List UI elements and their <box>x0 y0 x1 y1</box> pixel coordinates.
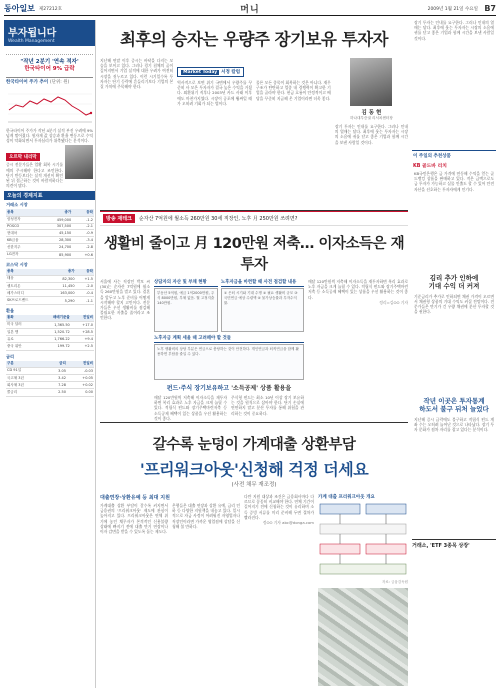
table-cell: 45,150 <box>38 229 72 236</box>
columnist-photo <box>65 145 93 179</box>
price-end-marker <box>90 112 92 114</box>
article2-col4-text: 매달 120만원씩 저축해 이자소득을 재투자하면 복리 효과로 노후 자금을 크게 늘릴 수 있다. 적립식 펀드와 장기주택마련저축 등 소득공제 혜택이 있는 상품을 우선 활용하는 것이 좋다. <box>308 279 408 300</box>
subhead-part2: '소득공제' 상품 활용을 <box>231 385 292 392</box>
table-row <box>6 336 94 343</box>
table-cell: -3.4 <box>72 237 94 244</box>
article2-col1: 서울에 사는 직장인 박모 씨(30)는 순자산 7억원에 월소득 260만원을 벌고 있다. 결혼을 앞두고 노후 준비를 어떻게 시작해야 할지 고민이다. 전문가들은 우선 생활비를 점검해 불필요한 지출을 줄이라고 조언한다. <box>100 279 150 321</box>
banknotes-photo <box>318 588 408 686</box>
article2-subhead <box>154 383 304 392</box>
table-cell: 1,520.72 <box>36 329 70 336</box>
sidebar-headline-line2: 한국타이어 9% 급락 <box>24 65 75 72</box>
table-cell: 459,000 <box>38 216 72 223</box>
table-cell: CD 91일 <box>6 367 46 374</box>
table-row <box>6 251 94 258</box>
article1-col4: 장기 투자는 인내를 요구한다. 그러나 인내의 열매는 달다. 최후에 웃는 투자자는 시장의 소음에 귀를 닫고 좋은 기업과 함께 시간을 보낸 사람일 것이다. <box>334 124 408 145</box>
table-cell: 종목 <box>6 269 47 276</box>
article3-subhead: (사전 채무 재조정) <box>231 482 277 488</box>
table-cell: 28,300 <box>38 237 72 244</box>
table-cell: +9.4 <box>71 336 94 343</box>
article1-center <box>177 58 331 210</box>
wealth-section-header <box>4 20 95 46</box>
table-cell: 매매기준율 <box>36 315 70 322</box>
table-cell: 유로 <box>6 336 36 343</box>
pre-workout-article <box>100 422 408 686</box>
box3-text: 노후 생활비의 상당 부분은 연금으로 충당하는 것이 안전하다. 개인연금과 퇴직연금을 함께 활용하면 부담을 줄일 수 있다. <box>154 344 304 380</box>
interest-rate-table <box>6 361 94 397</box>
kosdaq-table <box>6 269 94 305</box>
article2-banner-text: 순자산 7억원에 월소득 260만원 30세 직장인, 노후 月 250만원 쓰려면? <box>138 216 298 222</box>
table-cell: 5,290 <box>47 297 76 304</box>
table-row <box>6 389 94 396</box>
table-cell: 7.28 <box>46 382 67 389</box>
right-col-text-top: 장기 투자는 인내를 요구한다. 그러나 인내의 열매는 달다. 최후에 웃는 투자자는 시장의 소음에 귀를 닫고 좋은 기업과 함께 시간을 보낸 사람일 것이다. <box>414 20 494 41</box>
sidebar-headline <box>6 54 93 73</box>
article1-headline: 최후의 승자는 우량주 장기보유 투자자 <box>119 30 388 49</box>
table-cell: 일본 엔 <box>6 329 36 336</box>
table-cell: 현대차 <box>6 229 38 236</box>
right-sidebar <box>412 20 496 688</box>
right-body-2: 기준금리가 추가로 인하되면 채권 가격이 오르면서 채권형 상품의 기대 수익도 커질 전망이다. 전문가들은 만기가 긴 우량 채권에 분산 투자할 것을 권한다. <box>414 293 494 315</box>
table-cell: 셀트리온 <box>6 283 47 290</box>
table-cell: 미국 달러 <box>6 321 36 328</box>
table-row <box>6 329 94 336</box>
table-cell: 콜금리 <box>6 389 46 396</box>
article1-right <box>335 58 408 210</box>
table-header-row <box>6 209 94 216</box>
masthead <box>4 2 496 16</box>
table-cell: -0.4 <box>76 290 94 297</box>
checklist-box <box>221 279 304 332</box>
sidebar-headline-line1: "작년 2분기 '연속 적자' <box>20 59 79 65</box>
table-row <box>6 343 94 350</box>
asset-status-box <box>154 279 218 332</box>
table-cell: 85,900 <box>38 251 72 258</box>
table-row <box>6 237 94 244</box>
recommended-head: 이 주일의 추천상품 <box>412 150 496 160</box>
main-content <box>100 20 408 688</box>
newspaper-logo: 동아일보 <box>4 3 35 13</box>
updown-label: 오르막 내리막 <box>6 153 40 161</box>
table-cell: 163,000 <box>47 290 76 297</box>
table-cell: 금리 <box>46 361 67 368</box>
table-header-row <box>6 315 94 322</box>
article3-byline: 정OO 기자 abc@donga.com <box>262 520 314 526</box>
article3-headline1: 갈수록 눈덩이 가계대출 상환부담 <box>152 437 356 453</box>
section-title: 머니 <box>240 5 260 15</box>
table-row <box>6 374 94 381</box>
subhead-part1: 펀드·주식 장기보유하고 <box>166 385 230 392</box>
table2-title: 코스닥 시장 <box>6 261 28 267</box>
article2-col4 <box>308 279 408 422</box>
author-name: 김 동 현 <box>361 110 382 116</box>
right-headline-2 <box>412 397 496 414</box>
table-cell: +17.0 <box>71 321 94 328</box>
table-cell: +28.5 <box>71 329 94 336</box>
broadcast-finance-article <box>100 210 408 422</box>
right-headline-1b: 기대 수익 더 커져 <box>428 282 480 291</box>
article1-col2: 역사적으로 보면 위기 국면에서 우량주를 꾸준히 사 모은 투자자가 결국 높은 수익을 거뒀다. 외환위기 직후나 2003년 카드 사태 이후에도 마찬가지였다. 시장이 공포에 휩싸일 때가 오히려 기회가 되는 법이다. <box>177 80 252 106</box>
chart-unit: (단위: 원) <box>49 79 70 85</box>
wealth-subtitle: Wealth Management <box>8 39 55 44</box>
table-cell: 0.00 <box>67 389 94 396</box>
table-row <box>6 244 94 251</box>
table-cell: -2.8 <box>72 244 94 251</box>
article2-boxes <box>154 279 304 422</box>
table-cell: +0.05 <box>67 374 94 381</box>
table-cell: 구분 <box>6 361 46 368</box>
table-cell: 307,500 <box>38 223 72 229</box>
article3-intro: 대출연장·상환유예 등 최대 지원 <box>100 495 170 501</box>
table-cell: -1.2 <box>72 216 94 223</box>
chart-label: 한국타이어 주가 추이 <box>6 79 49 85</box>
diagram-title: 가계 대출 프리워크아웃 개요 <box>318 495 375 500</box>
table-cell: 종가 <box>47 269 76 276</box>
price-line-chart <box>6 86 94 128</box>
article1-col3: 물론 모든 종목이 회복하는 것은 아니다. 재무구조가 탄탄하고 업종 내 경쟁력이 확고한 기업을 골라야 한다. 현금 흐름이 안정적이고 배당을 꾸준히 지급해 온 기업이라면 더욱 좋다. <box>256 80 331 101</box>
retirement-plan-box <box>154 335 304 380</box>
article3-col2: 은행들은 대출 연장과 상환 유예, 금리 인하 등 다양한 지원책을 내놓고 있다. 일시적으로 자금 사정이 어려워진 자영업자나 직장인이라면 가까운 영업점에 상담을 신청해 볼 만하다. <box>172 503 240 529</box>
stock-price-chart <box>6 77 93 128</box>
article1-col1-wrap <box>100 58 173 210</box>
box1-text: 부동산 5억원, 예금 1억2000만원, 주식 8000만원, 부채 없음. 월 고정지출 140만원. <box>154 288 218 332</box>
author-title: 하나대투증권 리서치센터장 <box>350 116 393 120</box>
table-cell: -0.9 <box>72 229 94 236</box>
table-cell: +1.5 <box>76 275 94 282</box>
article2-banner <box>100 211 408 226</box>
table-cell: 3.05 <box>46 367 67 374</box>
market-today-label: Market Today <box>183 70 218 75</box>
table-cell: 전일비 <box>71 315 94 322</box>
recommended-product: KB 골드바 리치 <box>413 164 447 169</box>
market-today-sub: 서정 칼럼 <box>221 70 241 75</box>
table-cell: 82,300 <box>47 275 76 282</box>
table-cell: 11,450 <box>47 283 76 290</box>
workout-flow-diagram <box>318 500 408 580</box>
right-headline-2a: 작년 이곳은 투자통계 <box>423 396 485 405</box>
box2-text: ① 은퇴 시기와 기대 수명 ② 필요 생활비 규모 ③ 국민연금 예상 수령액 ④ 물가상승률과 투자수익률. <box>221 288 304 332</box>
article2-col2: 매달 120만원씩 저축해 이자소득을 재투자하면 복리 효과로 노후 자금을 크게 늘릴 수 있다. 적립식 펀드와 장기주택마련저축 등 소득공제 혜택이 있는 상품을 우선 활용하는 것이 좋다. <box>154 395 227 421</box>
table-row <box>6 382 94 389</box>
table-cell: 신한지주 <box>6 244 38 251</box>
article2-tag: 방송 재테크 <box>103 214 135 223</box>
article3-text <box>100 494 240 686</box>
article3-diagram <box>318 494 408 686</box>
table-header-row <box>6 269 94 276</box>
table-cell: 종가 <box>38 209 72 216</box>
table-cell: 등락 <box>72 209 94 216</box>
table-row <box>6 321 94 328</box>
article3-col3-text: 다만 지원 대상과 조건은 금융회사마다 다르므로 꼼꼼히 비교해야 한다. 연체 기간이 길어지기 전에 신청하는 것이 유리하며 소득 증빙 서류를 미리 준비해 두면 절차가 빨라진다. <box>244 494 314 520</box>
right-headline-1 <box>412 274 496 291</box>
right-top-placeholder <box>412 20 496 150</box>
table1-title: 거래소 시장 <box>6 202 28 208</box>
table-row <box>6 275 94 282</box>
table-cell: +2.5 <box>71 343 94 350</box>
recommended-body: KB국민은행은 금 가격에 연동해 수익을 얻는 골드뱅킹 상품을 판매하고 있다. 적은 금액으로도 금 투자가 가능하고 실물 인출도 할 수 있어 안전자산을 선호하는 투자자에게 인기다. <box>414 171 494 192</box>
table-cell: 1,766.22 <box>36 336 70 343</box>
table-row <box>6 229 94 236</box>
table4-title: 금리 <box>6 353 15 359</box>
sidebar-body-1: 한국타이어 주가가 작년 4분기 실적 부진 우려에 9% 넘게 떨어졌다. 원자재 값 상승과 환율 변동으로 수익성이 악화되면서 투자심리가 위축됐다는 분석이다. <box>6 127 93 144</box>
box2-title: 노후자금을 마련할 때 사전 점검할 내용 <box>221 279 304 287</box>
article3-headline2: '프리워크아웃'신청해 걱정 더세요 <box>139 460 369 479</box>
table-cell: 종목 <box>6 209 38 216</box>
table-cell: KB금융 <box>6 237 38 244</box>
market-column-article <box>100 20 408 210</box>
right-footer-headline: 거래소, 'ETF 3종목 상장' <box>412 539 496 549</box>
table-row <box>6 283 94 290</box>
table-cell: 등락 <box>76 269 94 276</box>
author-photo <box>350 58 392 106</box>
table-cell: 1,365.50 <box>36 321 70 328</box>
table-cell: -1.1 <box>76 297 94 304</box>
right-headline-1a: 김리 추가 인하에 <box>429 274 479 282</box>
table-row <box>6 290 94 297</box>
table-cell: POSCO <box>6 223 38 229</box>
table-cell: +0.6 <box>72 251 94 258</box>
table-cell: +0.02 <box>67 382 94 389</box>
article3-col1: 가계대출 상환 부담이 갈수록 커지면서 금융권의 '프리워크아웃' 제도에 관심이 높아지고 있다. 프리워크아웃은 연체 위기에 놓인 채무자가 본격적인 신용불량 상태에 빠지기 전에 대출 만기 연장이나 이자 감면을 받을 수 있도록 돕는 제도다. <box>100 503 168 535</box>
table-row <box>6 367 94 374</box>
right-headline-2b: 하도서 불구 뒤처 늘었다 <box>419 405 489 414</box>
diagram-source: 자료: 금융감독원 <box>382 580 408 584</box>
article1-col1: 지난해 연말 이후 증시는 바닥을 다지는 모습을 보이고 있다. 그러나 경기 침체의 골이 깊어지면서 기업 실적에 대한 우려가 여전히 시장을 짓누르고 있다. 이런 시기일수록 투자자는 단기 등락에 흔들리기보다 기업의 본질 가치에 주목해야 한다. <box>100 58 174 90</box>
box3-title: 노후자금 계획 세울 때 고려해야 할 것들 <box>154 335 304 343</box>
table-cell: 태웅 <box>6 275 47 282</box>
table-cell: 2.50 <box>46 389 67 396</box>
table-header-row <box>6 361 94 368</box>
table-cell: 24,700 <box>38 244 72 251</box>
article2-col3: 주식형 펀드는 최소 10년 이상 장기 보유하는 것을 원칙으로 삼아야 한다. 단기 손실에 연연하지 말고 분산 투자를 통해 위험을 관리하는 것이 중요하다. <box>231 395 304 416</box>
indicator-section-label: 오늘의 경제지표 <box>4 191 95 200</box>
table-cell: 회사채 3년 <box>6 382 46 389</box>
table-cell: 전일비 <box>67 361 94 368</box>
table-cell: 국고채 3년 <box>6 374 46 381</box>
table-cell: 통화 <box>6 315 36 322</box>
table-cell: -0.03 <box>67 367 94 374</box>
table-cell: SK브로드밴드 <box>6 297 47 304</box>
table3-title: 환율 <box>6 307 15 313</box>
issue-number: 제27212호 <box>38 6 62 12</box>
article3-col3 <box>244 494 314 686</box>
table-cell: 199.72 <box>36 343 70 350</box>
right-body-3: 지난해 증시 급락에도 불구하고 적립식 펀드 계좌 수는 오히려 늘어난 것으로 나타났다. 장기 투자 문화가 점차 자리를 잡고 있다는 분석이다. <box>414 416 494 433</box>
article2-byline: 정리=김OO 기자 <box>379 299 408 305</box>
table-cell: -2.1 <box>72 223 94 229</box>
box1-title: 상담자의 자산 및 부채 현황 <box>154 279 218 287</box>
sidebar-body-2: 증시 전문가들은 업황 회복 시기를 예의 주시해야 한다고 조언한다. 단기 반등보다는 실적 개선이 확인된 뒤 접근하는 것이 바람직하다는 의견이 많다. <box>6 162 63 189</box>
table-row <box>6 216 94 223</box>
price-line <box>9 97 91 115</box>
wealth-title: 부자됩니다 <box>8 28 57 39</box>
table-row <box>6 297 94 304</box>
chart-caption <box>6 78 93 86</box>
issue-date: 2009년 1월 21일 수요일 <box>427 6 478 12</box>
page-number: B7 <box>484 4 496 13</box>
table-cell: 중국 위안 <box>6 343 36 350</box>
left-sidebar <box>4 20 96 688</box>
table-cell: 삼성전자 <box>6 216 38 223</box>
table-cell: 메가스터디 <box>6 290 47 297</box>
kospi-table <box>6 209 94 258</box>
table-cell: 3.42 <box>46 374 67 381</box>
exchange-rate-table <box>6 315 94 351</box>
table-cell: -2.0 <box>76 283 94 290</box>
article2-headline: 생활비 줄이고 月 120만원 저축… 이자소득은 재투자 <box>103 236 405 273</box>
market-today-tag <box>177 67 244 77</box>
table-cell: LG전자 <box>6 251 38 258</box>
